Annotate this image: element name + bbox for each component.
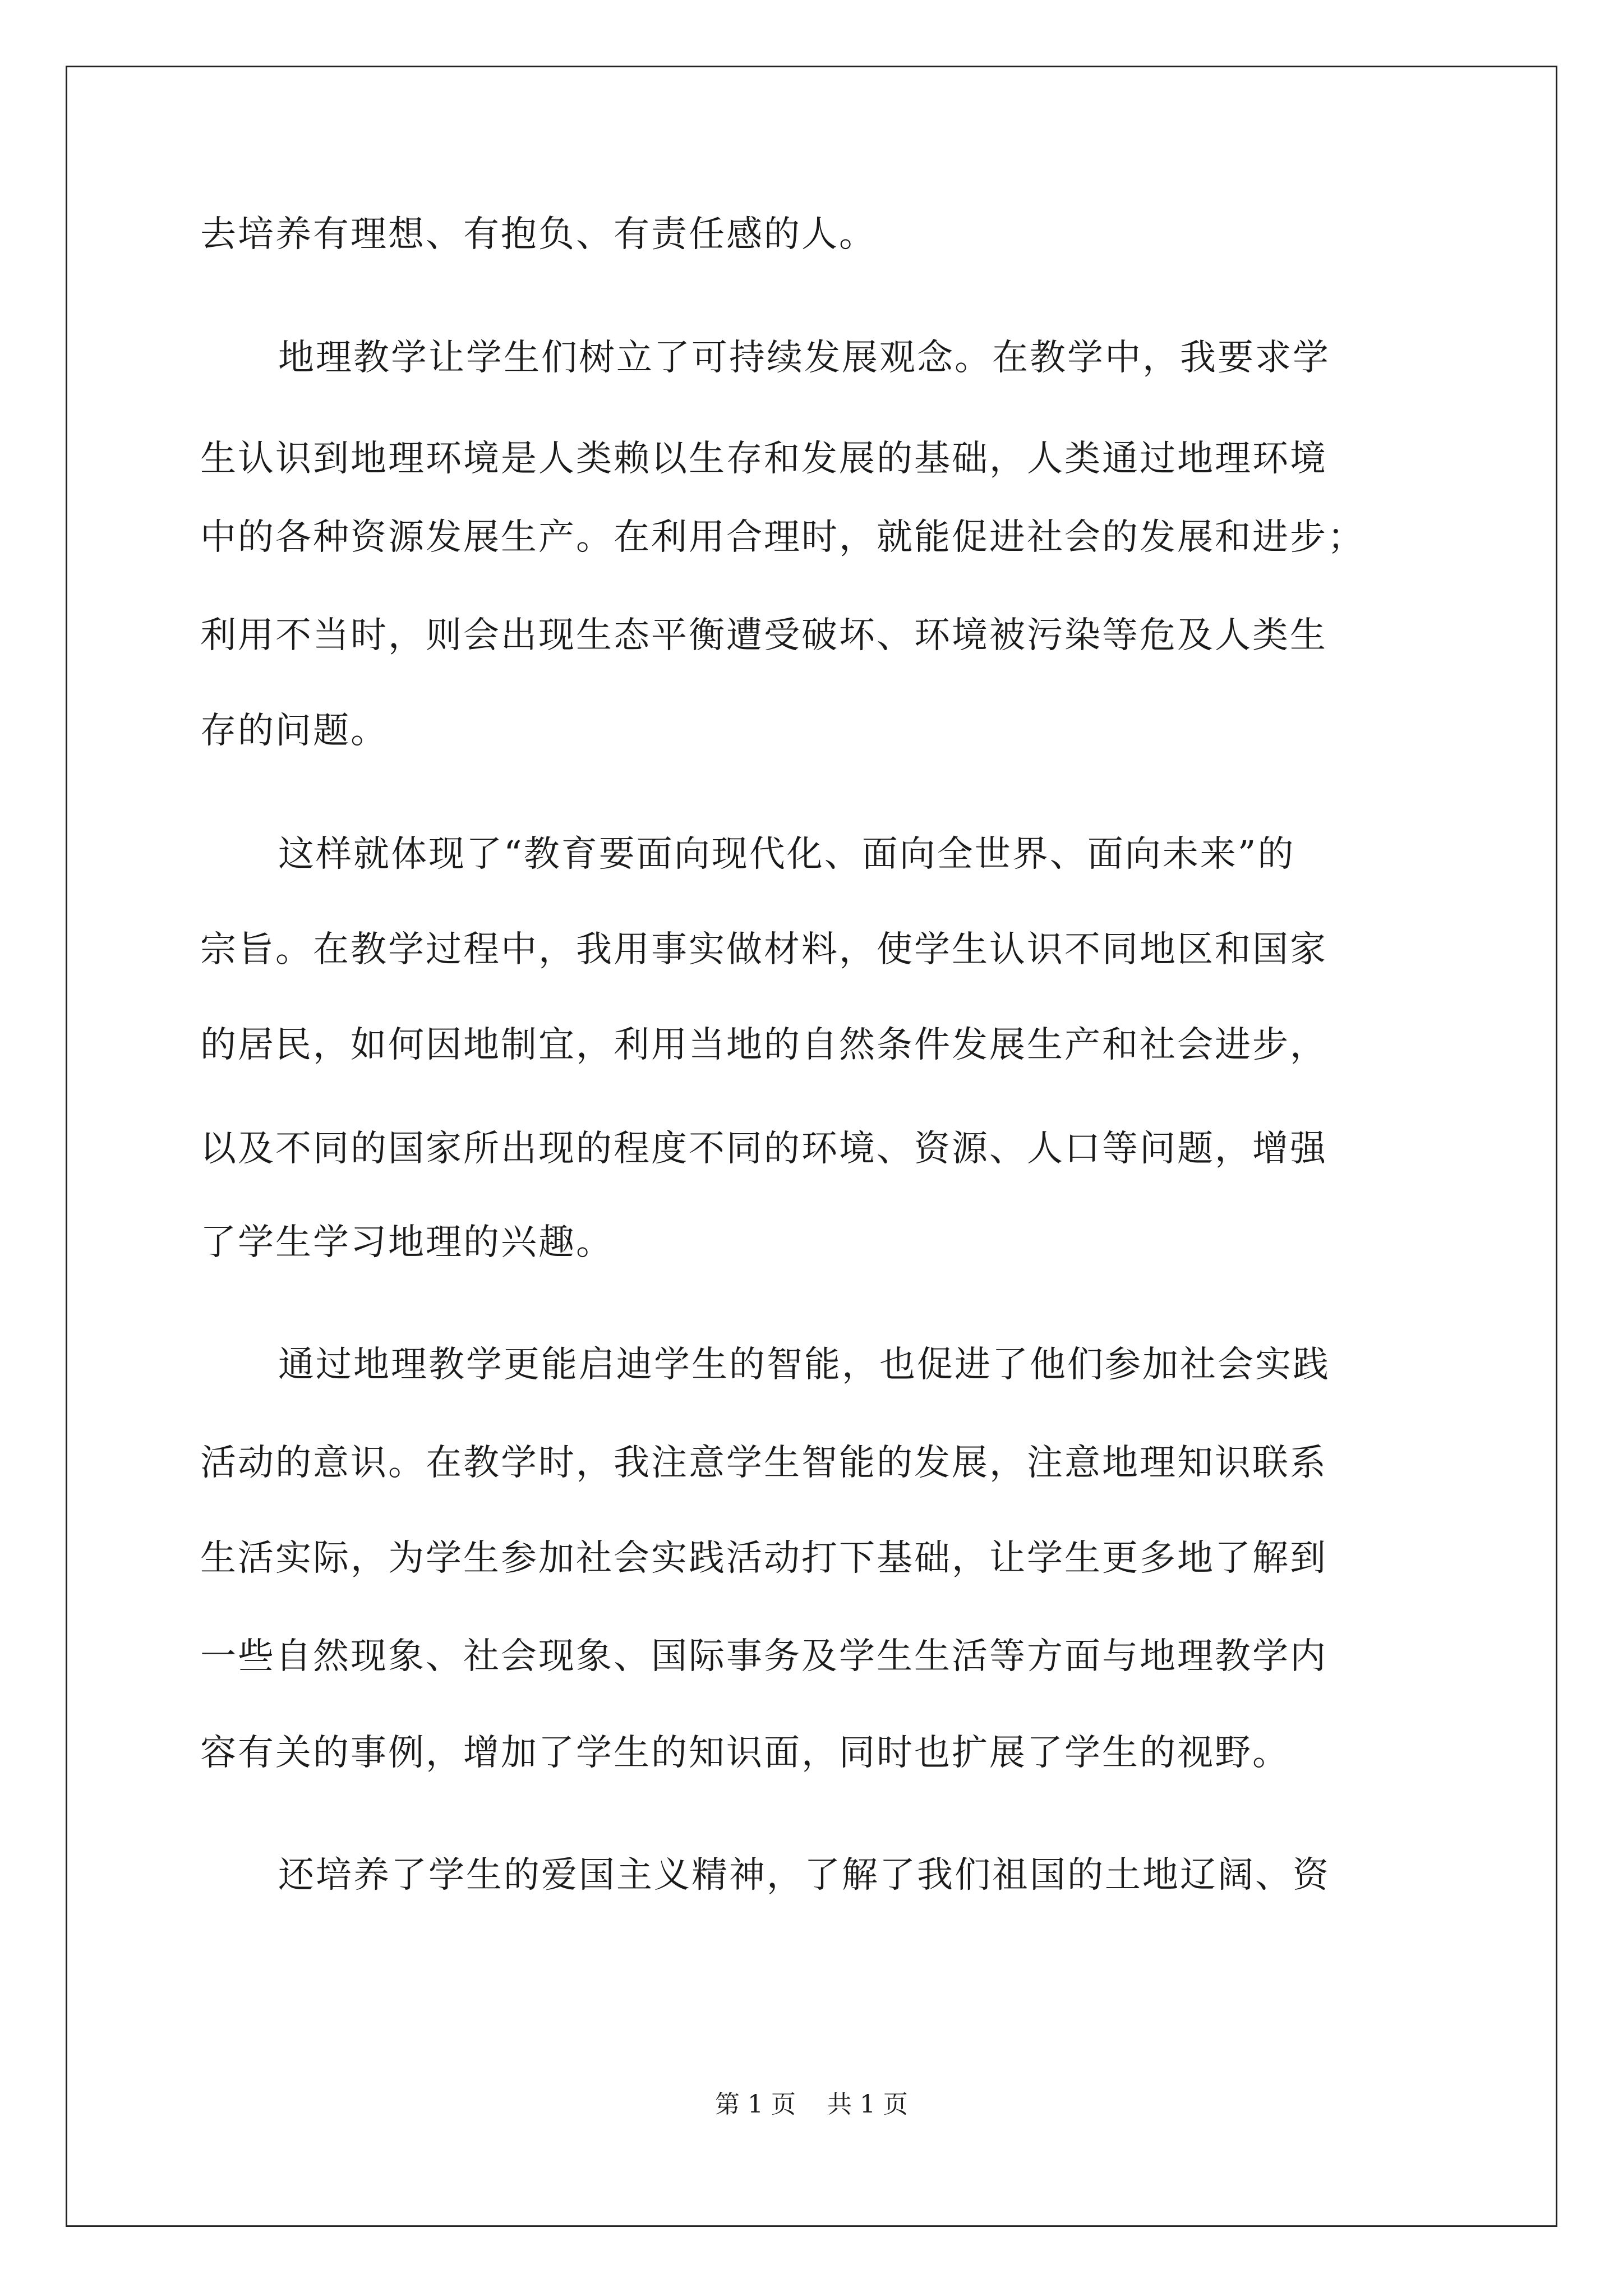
paragraph-line: 这样就体现了“教育要面向现代化、面向全世界、面向未来”的	[278, 834, 1295, 875]
text-line: 利用不当时，则会出现生态平衡遭受破坏、环境被污染等危及人类生	[200, 615, 1327, 656]
text-line: 活动的意识。在教学时，我注意学生智能的发展，注意地理知识联系	[200, 1442, 1327, 1484]
text-line: 一些自然现象、社会现象、国际事务及学生生活等方面与地理教学内	[200, 1636, 1327, 1677]
text-line: 去培养有理想、有抱负、有责任感的人。	[200, 214, 877, 255]
text-line: 宗旨。在教学过程中，我用事实做材料，使学生认识不同地区和国家	[200, 929, 1327, 970]
paragraph-line: 通过地理教学更能启迪学生的智能，也促进了他们参加社会实践	[278, 1344, 1330, 1386]
text-line: 生认识到地理环境是人类赖以生存和发展的基础，人类通过地理环境	[200, 438, 1327, 480]
text-line: 生活实际，为学生参加社会实践活动打下基础，让学生更多地了解到	[200, 1538, 1327, 1579]
text-line: 容有关的事例，增加了学生的知识面，同时也扩展了学生的视野。	[200, 1732, 1290, 1774]
text-line: 以及不同的国家所出现的程度不同的环境、资源、人口等问题，增强	[200, 1128, 1327, 1170]
text-line: 的居民，如何因地制宜，利用当地的自然条件发展生产和社会进步，	[200, 1024, 1327, 1066]
page-number-footer: 第 1 页 共 1 页	[715, 2090, 908, 2119]
paragraph-line: 地理教学让学生们树立了可持续发展观念。在教学中，我要求学	[278, 337, 1330, 379]
text-line: 存的问题。	[200, 710, 388, 752]
text-line: 中的各种资源发展生产。在利用合理时，就能促进社会的发展和进步；	[200, 517, 1365, 558]
paragraph-line: 还培养了学生的爱国主义精神，了解了我们祖国的土地辽阔、资	[278, 1855, 1330, 1896]
text-line: 了学生学习地理的兴趣。	[200, 1222, 614, 1263]
